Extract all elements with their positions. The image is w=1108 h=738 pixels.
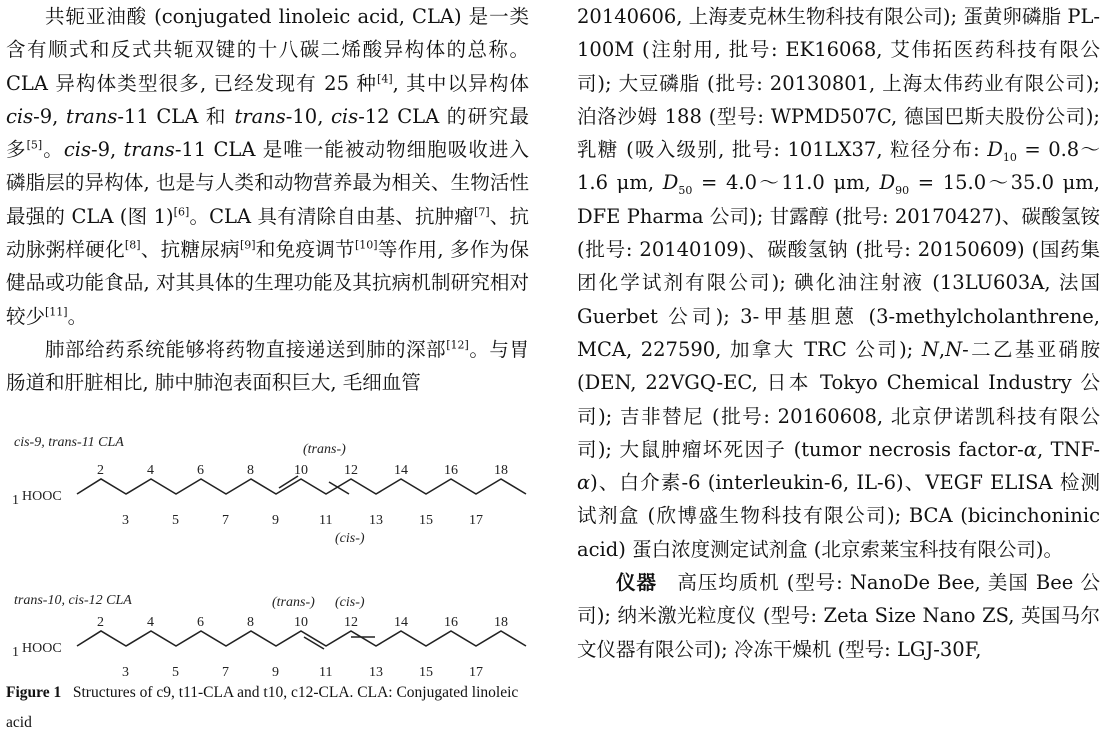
text-run: 等作用, 多作为保健品或功能食品, 对其具体的生理功能及其抗病机制研究相对较少	[6, 238, 529, 328]
text-run: 肺部给药系统能够将药物直接递送到肺的深部	[45, 337, 447, 361]
text-run: -11 CLA 和	[117, 104, 235, 128]
top-atom-11: 11	[319, 513, 333, 528]
top-atom-9: 9	[272, 513, 279, 528]
bottom-atom-17: 17	[469, 665, 483, 679]
italic-term: cis	[63, 138, 91, 162]
top-atom-2: 2	[97, 463, 104, 478]
citation: [12]	[446, 338, 469, 352]
bottom-atom-1: 1	[12, 645, 19, 660]
bottom-atom-7: 7	[222, 665, 229, 679]
text-run: ,	[938, 337, 946, 361]
bottom-atom-11: 11	[319, 665, 333, 679]
bottom-atom-12: 12	[344, 615, 358, 630]
top-atom-18: 18	[494, 463, 508, 478]
text-run: 和免疫调节	[255, 238, 355, 262]
caption-text: Structures of c9, t11-CLA and t10, c12-CLA. CLA: Conjugated linoleic acid	[6, 684, 519, 731]
cla-structures	[6, 424, 534, 679]
top-atom-10: 10	[294, 463, 308, 478]
pulmonary-paragraph	[6, 333, 529, 400]
text-run: -9,	[33, 104, 66, 128]
top-atom-5: 5	[172, 513, 179, 528]
bottom-atom-numbers	[97, 615, 508, 679]
citation: [9]	[239, 238, 256, 252]
text-run: -二乙基亚硝胺 (DEN, 22VGQ-EC, 日本 Tokyo Chemical Industry 公司); 吉非替尼 (批号: 20160608, 北京伊诺凯科技有限公司); 大鼠肿瘤坏死因子 (tumor necrosis factor-	[577, 337, 1100, 461]
bottom-atom-9: 9	[272, 665, 279, 679]
bottom-atom-6: 6	[197, 615, 204, 630]
text-run: 20140606, 上海麦克林生物科技有限公司); 蛋黄卵磷脂 PL-100M (注射用, 批号: EK16068, 艾伟拓医药科技有限公司); 大豆磷脂 (批号: 20130801, 上海太伟药业有限公司); 泊洛沙姆 188 (型号: WPMD507C, 德国巴斯夫股份公司); 乳糖 (吸入级别, 批号: 101LX37, 粒径分布:	[577, 5, 1100, 162]
italic-term: trans	[65, 104, 118, 128]
italic-term: N	[945, 337, 963, 361]
top-atom-7: 7	[222, 513, 229, 528]
text-run: = 4.0～11.0 μm,	[692, 171, 880, 195]
bottom-hooc: HOOC	[22, 641, 62, 656]
italic-term: α	[1023, 437, 1037, 461]
bottom-atom-8: 8	[247, 615, 254, 630]
italic-term: cis	[331, 104, 359, 128]
top-atom-15: 15	[419, 513, 433, 528]
instruments-paragraph	[577, 566, 1100, 666]
top-hooc: HOOC	[22, 489, 62, 504]
bottom-atom-13: 13	[369, 665, 383, 679]
text-run: 。	[67, 304, 88, 328]
intro-paragraph	[6, 0, 529, 333]
bottom-structure-label: trans-10, cis-12 CLA	[14, 593, 132, 608]
text-run: -10,	[285, 104, 332, 128]
text-run: 共轭亚油酸 (conjugated linoleic acid, CLA) 是一类含有顺式和反式共轭双键的十八碳二烯酸异构体的总称。CLA 异构体类型很多, 已经发现有 25 种	[6, 5, 529, 95]
top-atom-16: 16	[444, 463, 458, 478]
top-chain	[77, 479, 526, 494]
italic-term: trans	[234, 104, 286, 128]
subscript: 90	[895, 184, 910, 198]
text-run: 。与胃肠道和肝脏相比, 肺中肺泡表面积巨大, 毛细血管	[6, 337, 529, 395]
top-atom-14: 14	[394, 463, 408, 478]
bottom-chain	[77, 631, 526, 646]
reagents-paragraph	[577, 0, 1100, 566]
bottom-cis-label: (cis-)	[335, 595, 365, 610]
citation: [7]	[474, 205, 490, 219]
bottom-atom-2: 2	[97, 615, 104, 630]
citation: [6]	[173, 205, 190, 219]
subscript: 50	[678, 184, 693, 198]
top-atom-6: 6	[197, 463, 204, 478]
caption-label: Figure 1	[6, 684, 62, 701]
text-run: , TNF-	[1036, 437, 1100, 461]
bottom-atom-5: 5	[172, 665, 179, 679]
top-atom-8: 8	[247, 463, 254, 478]
top-atom-17: 17	[469, 513, 483, 528]
italic-term: trans	[123, 138, 175, 162]
bottom-atom-16: 16	[444, 615, 458, 630]
top-trans-label: (trans-)	[303, 442, 346, 457]
italic-term: cis	[6, 104, 34, 128]
top-atom-4: 4	[147, 463, 154, 478]
text-run: )、白介素-6 (interleukin-6, IL-6)、VEGF ELISA 检测试剂盒 (欣博盛生物科技有限公司); BCA (bicinchoninic acid) 蛋白浓度测定试剂盒 (北京索莱宝科技有限公司)。	[577, 471, 1100, 561]
italic-term: D	[879, 171, 896, 195]
bottom-atom-15: 15	[419, 665, 433, 679]
instruments-heading: 仪器	[616, 571, 657, 595]
text-run: 、抗动脉粥样硬化	[6, 204, 529, 262]
citation: [5]	[26, 138, 43, 152]
text-run: -9,	[90, 138, 124, 162]
left-column	[6, 0, 529, 400]
text-run: 。	[42, 138, 64, 162]
top-atom-3: 3	[122, 513, 129, 528]
top-structure-label: cis-9, trans-11 CLA	[14, 435, 124, 450]
text-run: -12 CLA 的研究最多	[6, 104, 529, 162]
top-double-bond-11	[329, 482, 349, 494]
bottom-atom-10: 10	[294, 615, 308, 630]
citation: [8]	[124, 238, 141, 252]
text-run: 。CLA 具有清除自由基、抗肿瘤	[189, 204, 475, 228]
text-run: , 其中以异构体	[392, 71, 529, 95]
bottom-atom-18: 18	[494, 615, 508, 630]
top-cis-label: (cis-)	[335, 531, 365, 546]
citation: [11]	[45, 305, 68, 319]
italic-term: D	[662, 171, 679, 195]
citation: [4]	[377, 72, 393, 86]
citation: [10]	[354, 238, 378, 252]
top-atom-12: 12	[344, 463, 358, 478]
italic-term: α	[577, 471, 591, 495]
bottom-atom-4: 4	[147, 615, 154, 630]
italic-term: D	[987, 138, 1003, 162]
italic-term: N	[921, 337, 939, 361]
top-atom-1: 1	[12, 493, 19, 508]
text-run: = 15.0～35.0 μm, DFE Pharma 公司); 甘露醇 (批号: 20170427)、碳酸氢铵 (批号: 20140109)、碳酸氢钠 (批号: 20150609) (国药集团化学试剂有限公司); 碘化油注射液 (13LU603A, 法国 Guerbet 公司); 3-甲基胆蒽 (3-methylcholanthrene, MCA, 227590, 加拿大 TRC 公司);	[577, 171, 1100, 361]
figure-caption	[6, 678, 534, 738]
bottom-atom-14: 14	[394, 615, 408, 630]
text-run: = 0.8～1.6 μm,	[577, 138, 1100, 195]
text-run: -11 CLA 是唯一能被动物细胞吸收进入磷脂层的异构体, 也是与人类和动物营养最为相关、生物活性最强的 CLA (图 1)	[6, 138, 529, 228]
subscript: 10	[1002, 151, 1017, 165]
text-run: 、抗糖尿病	[140, 238, 240, 262]
instruments-text: 高压均质机 (型号: NanoDe Bee, 美国 Bee 公司); 纳米激光粒度仪 (型号: Zeta Size Nano ZS, 英国马尔文仪器有限公司); 冷冻干燥机 (型号: LGJ-30F,	[577, 571, 1100, 661]
bottom-trans-label: (trans-)	[272, 595, 315, 610]
right-column	[577, 0, 1100, 666]
top-atom-13: 13	[369, 513, 383, 528]
bottom-atom-3: 3	[122, 665, 129, 679]
top-atom-numbers	[97, 463, 508, 528]
